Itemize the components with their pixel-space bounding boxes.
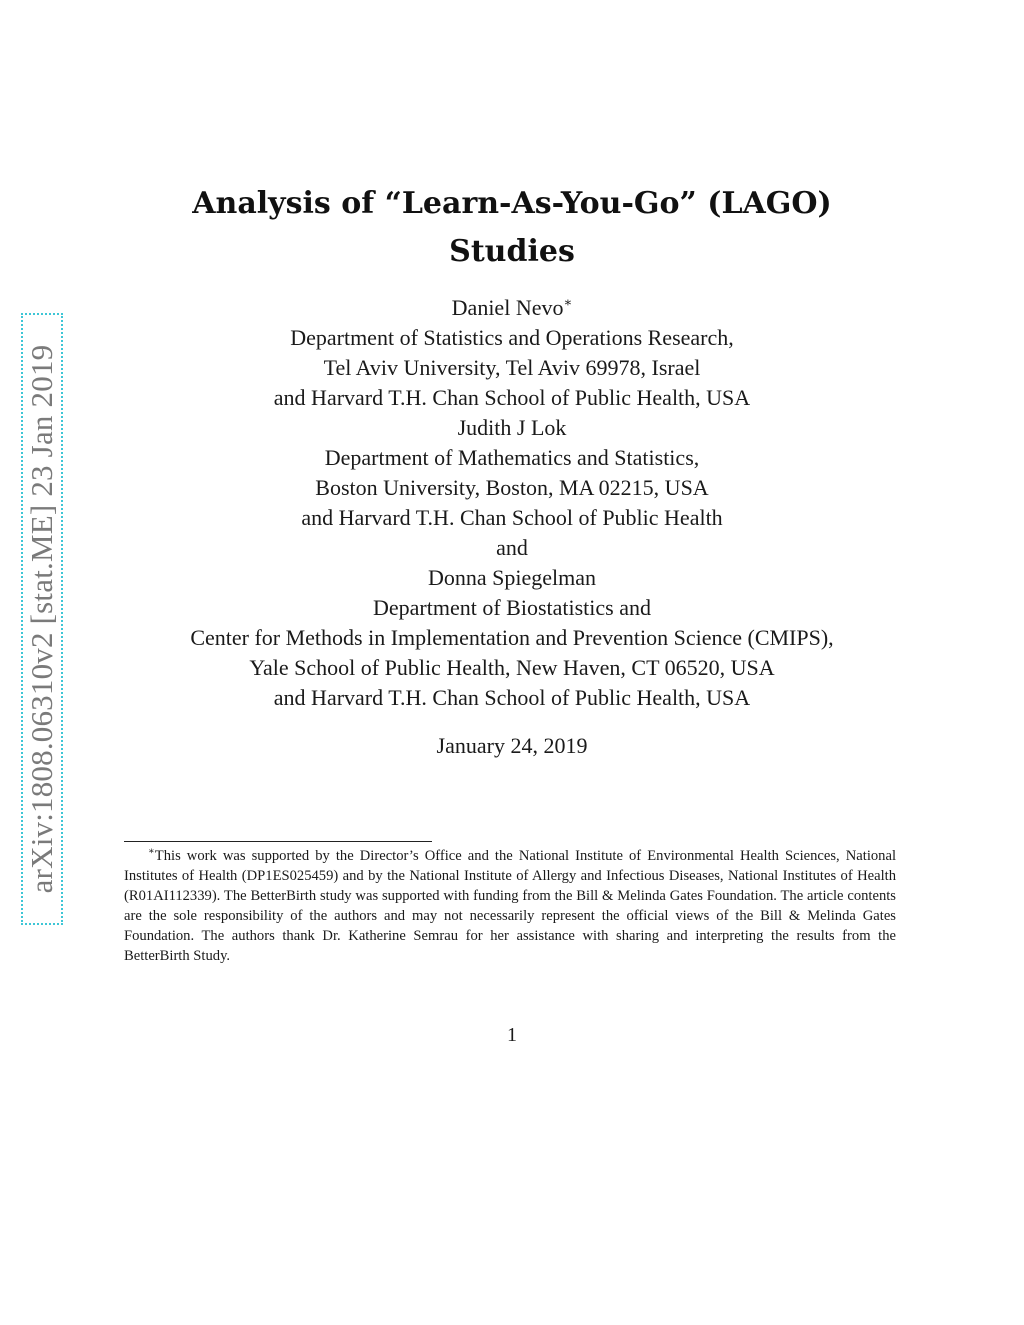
paper-title bbox=[0, 180, 1024, 276]
footnote-marker[interactable]: ∗ bbox=[563, 294, 573, 310]
footnote-marker: ∗ bbox=[148, 846, 155, 858]
author-name-lok: Judith J Lok bbox=[457, 415, 567, 440]
affiliation-line: Department of Mathematics and Statistics, bbox=[324, 445, 700, 470]
affiliation-line: Department of Biostatistics and bbox=[373, 595, 651, 620]
author-name-text: Daniel Nevo bbox=[451, 295, 564, 320]
author-name-nevo bbox=[0, 293, 1024, 323]
funding-footnote bbox=[124, 846, 896, 966]
affiliation-line: and Harvard T.H. Chan School of Public Health, USA bbox=[273, 385, 751, 410]
publication-date: January 24, 2019 bbox=[436, 733, 588, 758]
arxiv-identifier[interactable]: arXiv:1808.06310v2 [stat.ME] 23 Jan 2019 bbox=[24, 344, 59, 894]
author-name-spiegelman: Donna Spiegelman bbox=[427, 565, 597, 590]
title-line-1: Analysis of “Learn-As-You-Go” (LAGO) bbox=[192, 186, 832, 221]
page-number: 1 bbox=[507, 1024, 517, 1046]
title-line-2: Studies bbox=[449, 234, 575, 269]
affiliation-line: Yale School of Public Health, New Haven, CT 06520, USA bbox=[249, 655, 775, 680]
footnote-divider bbox=[124, 841, 432, 842]
author-block bbox=[0, 293, 1024, 713]
author-conjunction: and bbox=[496, 535, 528, 560]
footnote-text: This work was supported by the Director’s Office and the National Institute of Environmental Health Sciences, National Institutes of Health (DP1ES025459) and by the National Institute of Allergy and Infectious Diseases, National Institutes of Health (R01AI112339). The BetterBirth study was supported with funding from the Bill & Melinda Gates Foundation. The article contents are the sole responsibility of the authors and may not necessarily represent the official views of the Bill & Melinda Gates Foundation. The authors thank Dr. Katherine Semrau for her assistance with sharing and interpreting the results from the BetterBirth Study. bbox=[124, 848, 896, 964]
affiliation-line: Tel Aviv University, Tel Aviv 69978, Israel bbox=[323, 355, 701, 380]
affiliation-line: Center for Methods in Implementation and Prevention Science (CMIPS), bbox=[190, 625, 834, 650]
affiliation-line: Boston University, Boston, MA 02215, USA bbox=[315, 475, 709, 500]
affiliation-line: and Harvard T.H. Chan School of Public Health, USA bbox=[273, 685, 751, 710]
affiliation-line: Department of Statistics and Operations Research, bbox=[290, 325, 734, 350]
affiliation-line: and Harvard T.H. Chan School of Public Health bbox=[301, 505, 723, 530]
